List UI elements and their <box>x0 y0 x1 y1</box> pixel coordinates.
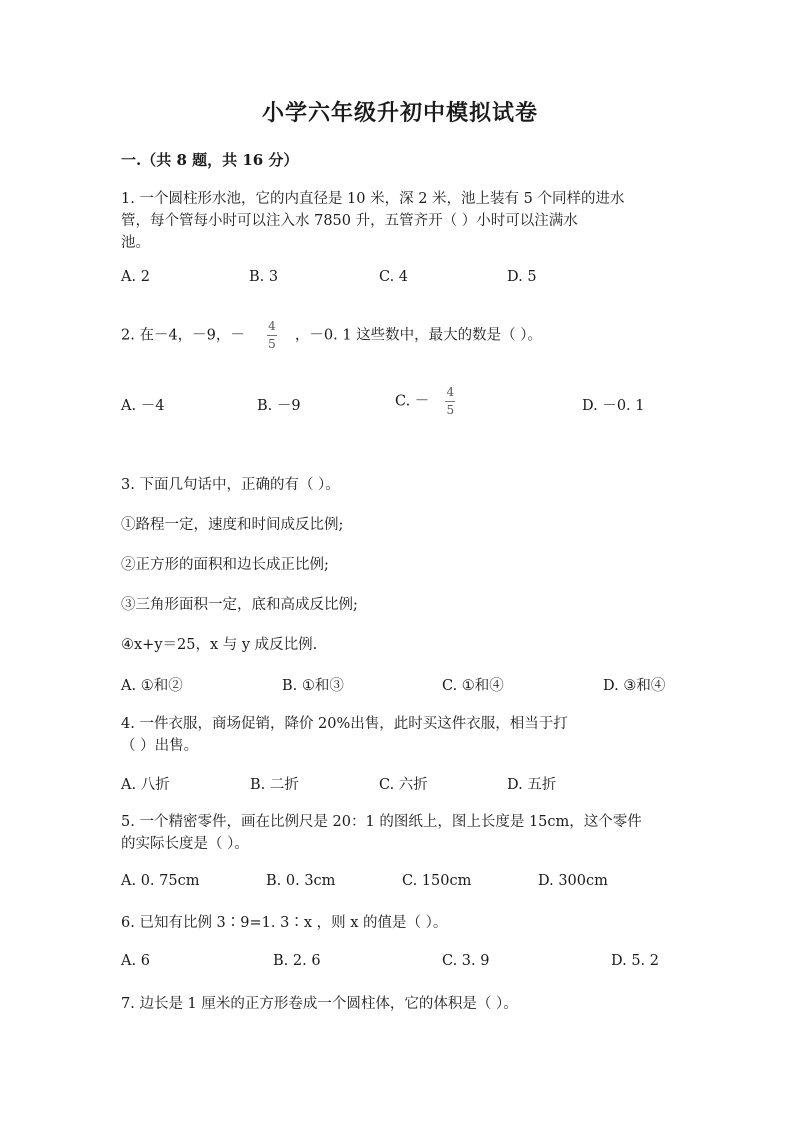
statement-3: ③三角形面积一定，底和高成反比例; <box>121 597 358 613</box>
option-c[interactable]: C. 六折 <box>379 777 428 793</box>
option-c[interactable]: C. 150cm <box>402 873 472 889</box>
question-3-stem: 3. 下面几句话中，正确的有（ ）。 <box>121 477 340 493</box>
option-d[interactable]: D. 5. 2 <box>611 953 659 969</box>
fraction-numerator: 4 <box>268 319 276 333</box>
option-d[interactable]: D. 300cm <box>538 873 608 889</box>
question-7-stem: 7. 边长是 1 厘米的正方形卷成一个圆柱体，它的体积是（ ）。 <box>121 996 518 1012</box>
question-2-suffix: ，－0. 1 这些数中，最大的数是（ ）。 <box>294 327 543 344</box>
fraction-numerator: 4 <box>446 385 455 399</box>
statement-4: ④x+y＝25，x 与 y 成反比例. <box>121 637 318 653</box>
option-b[interactable]: B. 0. 3cm <box>266 873 336 889</box>
fraction <box>445 386 455 417</box>
option-c[interactable]: C. 4 <box>379 269 409 285</box>
option-d[interactable]: D. ③和④ <box>603 678 666 694</box>
option-c[interactable] <box>395 386 459 417</box>
option-b[interactable]: B. －9 <box>257 398 301 414</box>
question-5-line-1: 5. 一个精密零件，画在比例尺是 20：1 的图纸上，图上长度是 15cm，这个零件 <box>121 814 642 830</box>
option-a[interactable]: A. 2 <box>121 269 150 285</box>
question-2-prefix: 2. 在－4，－9，－ <box>121 327 245 344</box>
fraction-denominator: 5 <box>268 337 276 351</box>
page-title: 小学六年级升初中模拟试卷 <box>261 100 538 126</box>
statement-2: ②正方形的面积和边长成正比例; <box>121 557 329 573</box>
option-a[interactable]: A. －4 <box>121 398 165 414</box>
question-5-options <box>121 873 681 895</box>
question-1 <box>121 188 681 254</box>
option-d[interactable]: D. 五折 <box>507 777 557 793</box>
question-1-line-2: 管，每个管每小时可以注入水 7850 升，五管齐开（ ）小时可以注满水 <box>121 213 578 229</box>
question-5 <box>121 811 681 855</box>
option-c[interactable]: C. ①和④ <box>442 678 504 694</box>
question-2-options <box>121 385 681 417</box>
question-2-stem <box>121 320 681 351</box>
option-a[interactable]: A. 八折 <box>121 777 170 793</box>
option-c[interactable]: C. 3. 9 <box>442 953 490 969</box>
option-a[interactable]: A. 0. 75cm <box>121 873 200 889</box>
question-3-options <box>121 674 681 696</box>
option-a[interactable]: A. ①和② <box>121 678 183 694</box>
question-6-options <box>121 953 681 975</box>
option-b[interactable]: B. 二折 <box>250 777 299 793</box>
option-b[interactable]: B. 2. 6 <box>273 953 321 969</box>
option-a[interactable]: A. 6 <box>121 953 150 969</box>
option-d[interactable]: D. －0. 1 <box>582 398 645 414</box>
fraction <box>267 320 277 351</box>
question-4-line-2: （ ）出售。 <box>121 738 199 754</box>
option-d[interactable]: D. 5 <box>507 269 537 285</box>
option-b[interactable]: B. ①和③ <box>282 678 344 694</box>
question-1-options <box>121 269 681 291</box>
option-c-label: C. － <box>395 393 430 410</box>
option-b[interactable]: B. 3 <box>249 269 279 285</box>
question-6-stem: 6. 已知有比例 3∶9=1. 3∶x ，则 x 的值是（ ）。 <box>121 915 448 931</box>
fraction-bar <box>267 335 277 336</box>
question-2 <box>121 320 681 351</box>
question-4 <box>121 713 681 757</box>
fraction-denominator: 5 <box>446 403 455 417</box>
section-heading: 一.（共 8 题，共 16 分） <box>121 151 299 169</box>
question-1-line-3: 池。 <box>121 235 150 251</box>
fraction-bar <box>445 401 455 402</box>
statement-1: ①路程一定，速度和时间成反比例; <box>121 517 344 533</box>
question-4-line-1: 4. 一件衣服，商场促销，降价 20%出售，此时买这件衣服，相当于打 <box>121 716 568 732</box>
question-4-options <box>121 773 681 795</box>
question-1-line-1: 1. 一个圆柱形水池，它的内直径是 10 米，深 2 米，池上装有 5 个同样的进水 <box>121 191 625 207</box>
question-5-line-2: 的实际长度是（ ）。 <box>121 836 249 852</box>
